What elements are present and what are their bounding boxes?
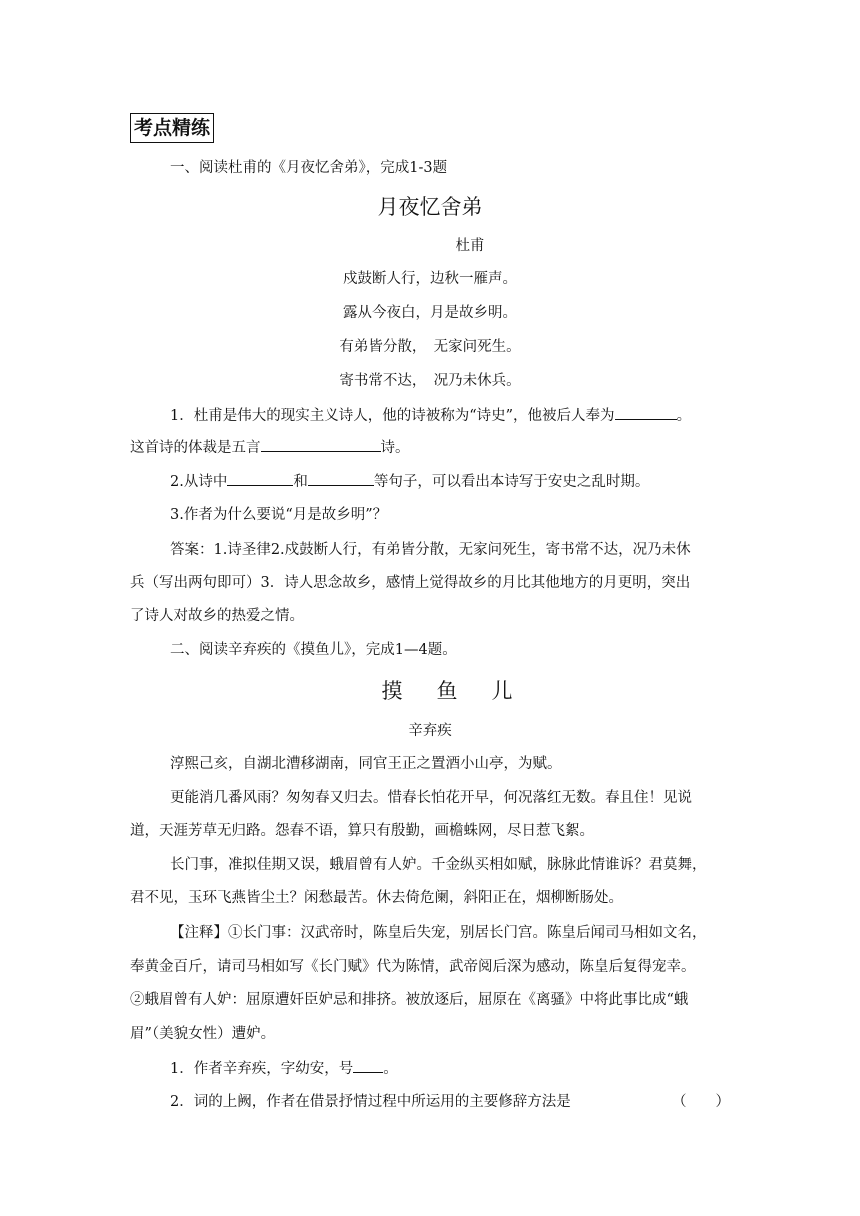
ci-text-line: 君不见，玉环飞燕皆尘土？闲愁最苦。休去倚危阑，斜阳正在，烟柳断肠处。 bbox=[130, 890, 623, 906]
section1-intro: 一、阅读杜甫的《月夜忆舍弟》，完成1-3题 bbox=[170, 160, 448, 176]
ci-text-line: 道，天涯芳草无归路。怨春不语，算只有殷勤，画檐蛛网，尽日惹飞絮。 bbox=[130, 823, 594, 839]
note-line: ②蛾眉曾有人妒：屈原遭奸臣妒忌和排挤。被放逐后，屈原在《离骚》中将此事比成“蛾 bbox=[130, 992, 689, 1008]
answer-blank[interactable] bbox=[353, 1058, 383, 1073]
poem-author: 杜甫 bbox=[455, 238, 485, 254]
ci-text-line: 长门事，准拟佳期又误，蛾眉曾有人妒。千金纵买相如赋，脉脉此情谁诉？君莫舞， bbox=[170, 857, 707, 873]
poem-line: 有弟皆分散， 无家问死生。 bbox=[339, 339, 521, 355]
answer-blank[interactable] bbox=[615, 405, 677, 420]
ci-question-2: 2．词的上阙，作者在借景抒情过程中所运用的主要修辞方法是 bbox=[170, 1094, 571, 1110]
question-text: 和 bbox=[293, 474, 308, 490]
ci-question-1 bbox=[170, 1058, 398, 1079]
answer-line: 答案：1.诗圣律2.戍鼓断人行，有弟皆分散，无家问死生，寄书常不达，况乃未休 bbox=[170, 542, 691, 558]
question-2 bbox=[170, 471, 649, 492]
note-line: 眉”（美貌女性）遭妒。 bbox=[130, 1026, 276, 1042]
question-1-cont bbox=[130, 437, 410, 458]
poem-line: 戍鼓断人行，边秋一雁声。 bbox=[343, 271, 517, 287]
question-text: 1．作者辛弃疾，字幼安，号 bbox=[170, 1061, 354, 1077]
ci-preface: 淳熙己亥，自湖北漕移湖南，同官王正之置酒小山亭，为赋。 bbox=[170, 756, 562, 772]
poem-line: 寄书常不达， 况乃未休兵。 bbox=[339, 373, 521, 389]
question-text: 1．杜甫是伟大的现实主义诗人，他的诗被称为“诗史”，他被后人奉为 bbox=[170, 408, 615, 424]
question-3: 3.作者为什么要说“月是故乡明”？ bbox=[170, 507, 388, 523]
ci-author: 辛弃疾 bbox=[408, 723, 452, 739]
question-text: 诗。 bbox=[380, 440, 410, 456]
note-line: 奉黄金百斤，请司马相如写《长门赋》代为陈情，武帝阅后深为感动，陈皇后复得宠幸。 bbox=[130, 959, 696, 975]
question-text: 。 bbox=[676, 408, 692, 424]
answer-line: 兵（写出两句即可）3．诗人思念故乡，感情上觉得故乡的月比其他地方的月更明，突出 bbox=[130, 575, 691, 591]
ci-title: 摸鱼儿 bbox=[381, 679, 547, 703]
section-heading: 考点精练 bbox=[130, 113, 214, 143]
answer-line: 了诗人对故乡的热爱之情。 bbox=[130, 608, 304, 624]
answer-blank[interactable] bbox=[261, 437, 381, 452]
question-text: 这首诗的体裁是五言 bbox=[130, 440, 261, 456]
answer-blank[interactable] bbox=[227, 471, 293, 486]
poem-title: 月夜忆舍弟 bbox=[377, 195, 483, 219]
question-text: 等句子，可以看出本诗写于安史之乱时期。 bbox=[373, 474, 650, 490]
question-text: 。 bbox=[383, 1061, 398, 1077]
answer-blank[interactable] bbox=[308, 471, 374, 486]
answer-parentheses[interactable]: （ ） bbox=[672, 1094, 730, 1110]
section2-intro: 二、阅读辛弃疾的《摸鱼儿》，完成1—4题。 bbox=[170, 642, 457, 658]
poem-line: 露从今夜白，月是故乡明。 bbox=[343, 305, 517, 321]
question-text: 2.从诗中 bbox=[170, 474, 228, 490]
ci-text-line: 更能消几番风雨？匆匆春又归去。惜春长怕花开早，何况落红无数。春且住！见说 bbox=[170, 790, 692, 806]
question-1 bbox=[170, 405, 691, 426]
note-line: 【注释】①长门事：汉武帝时，陈皇后失宠，别居长门宫。陈皇后闻司马相如文名， bbox=[170, 925, 707, 941]
